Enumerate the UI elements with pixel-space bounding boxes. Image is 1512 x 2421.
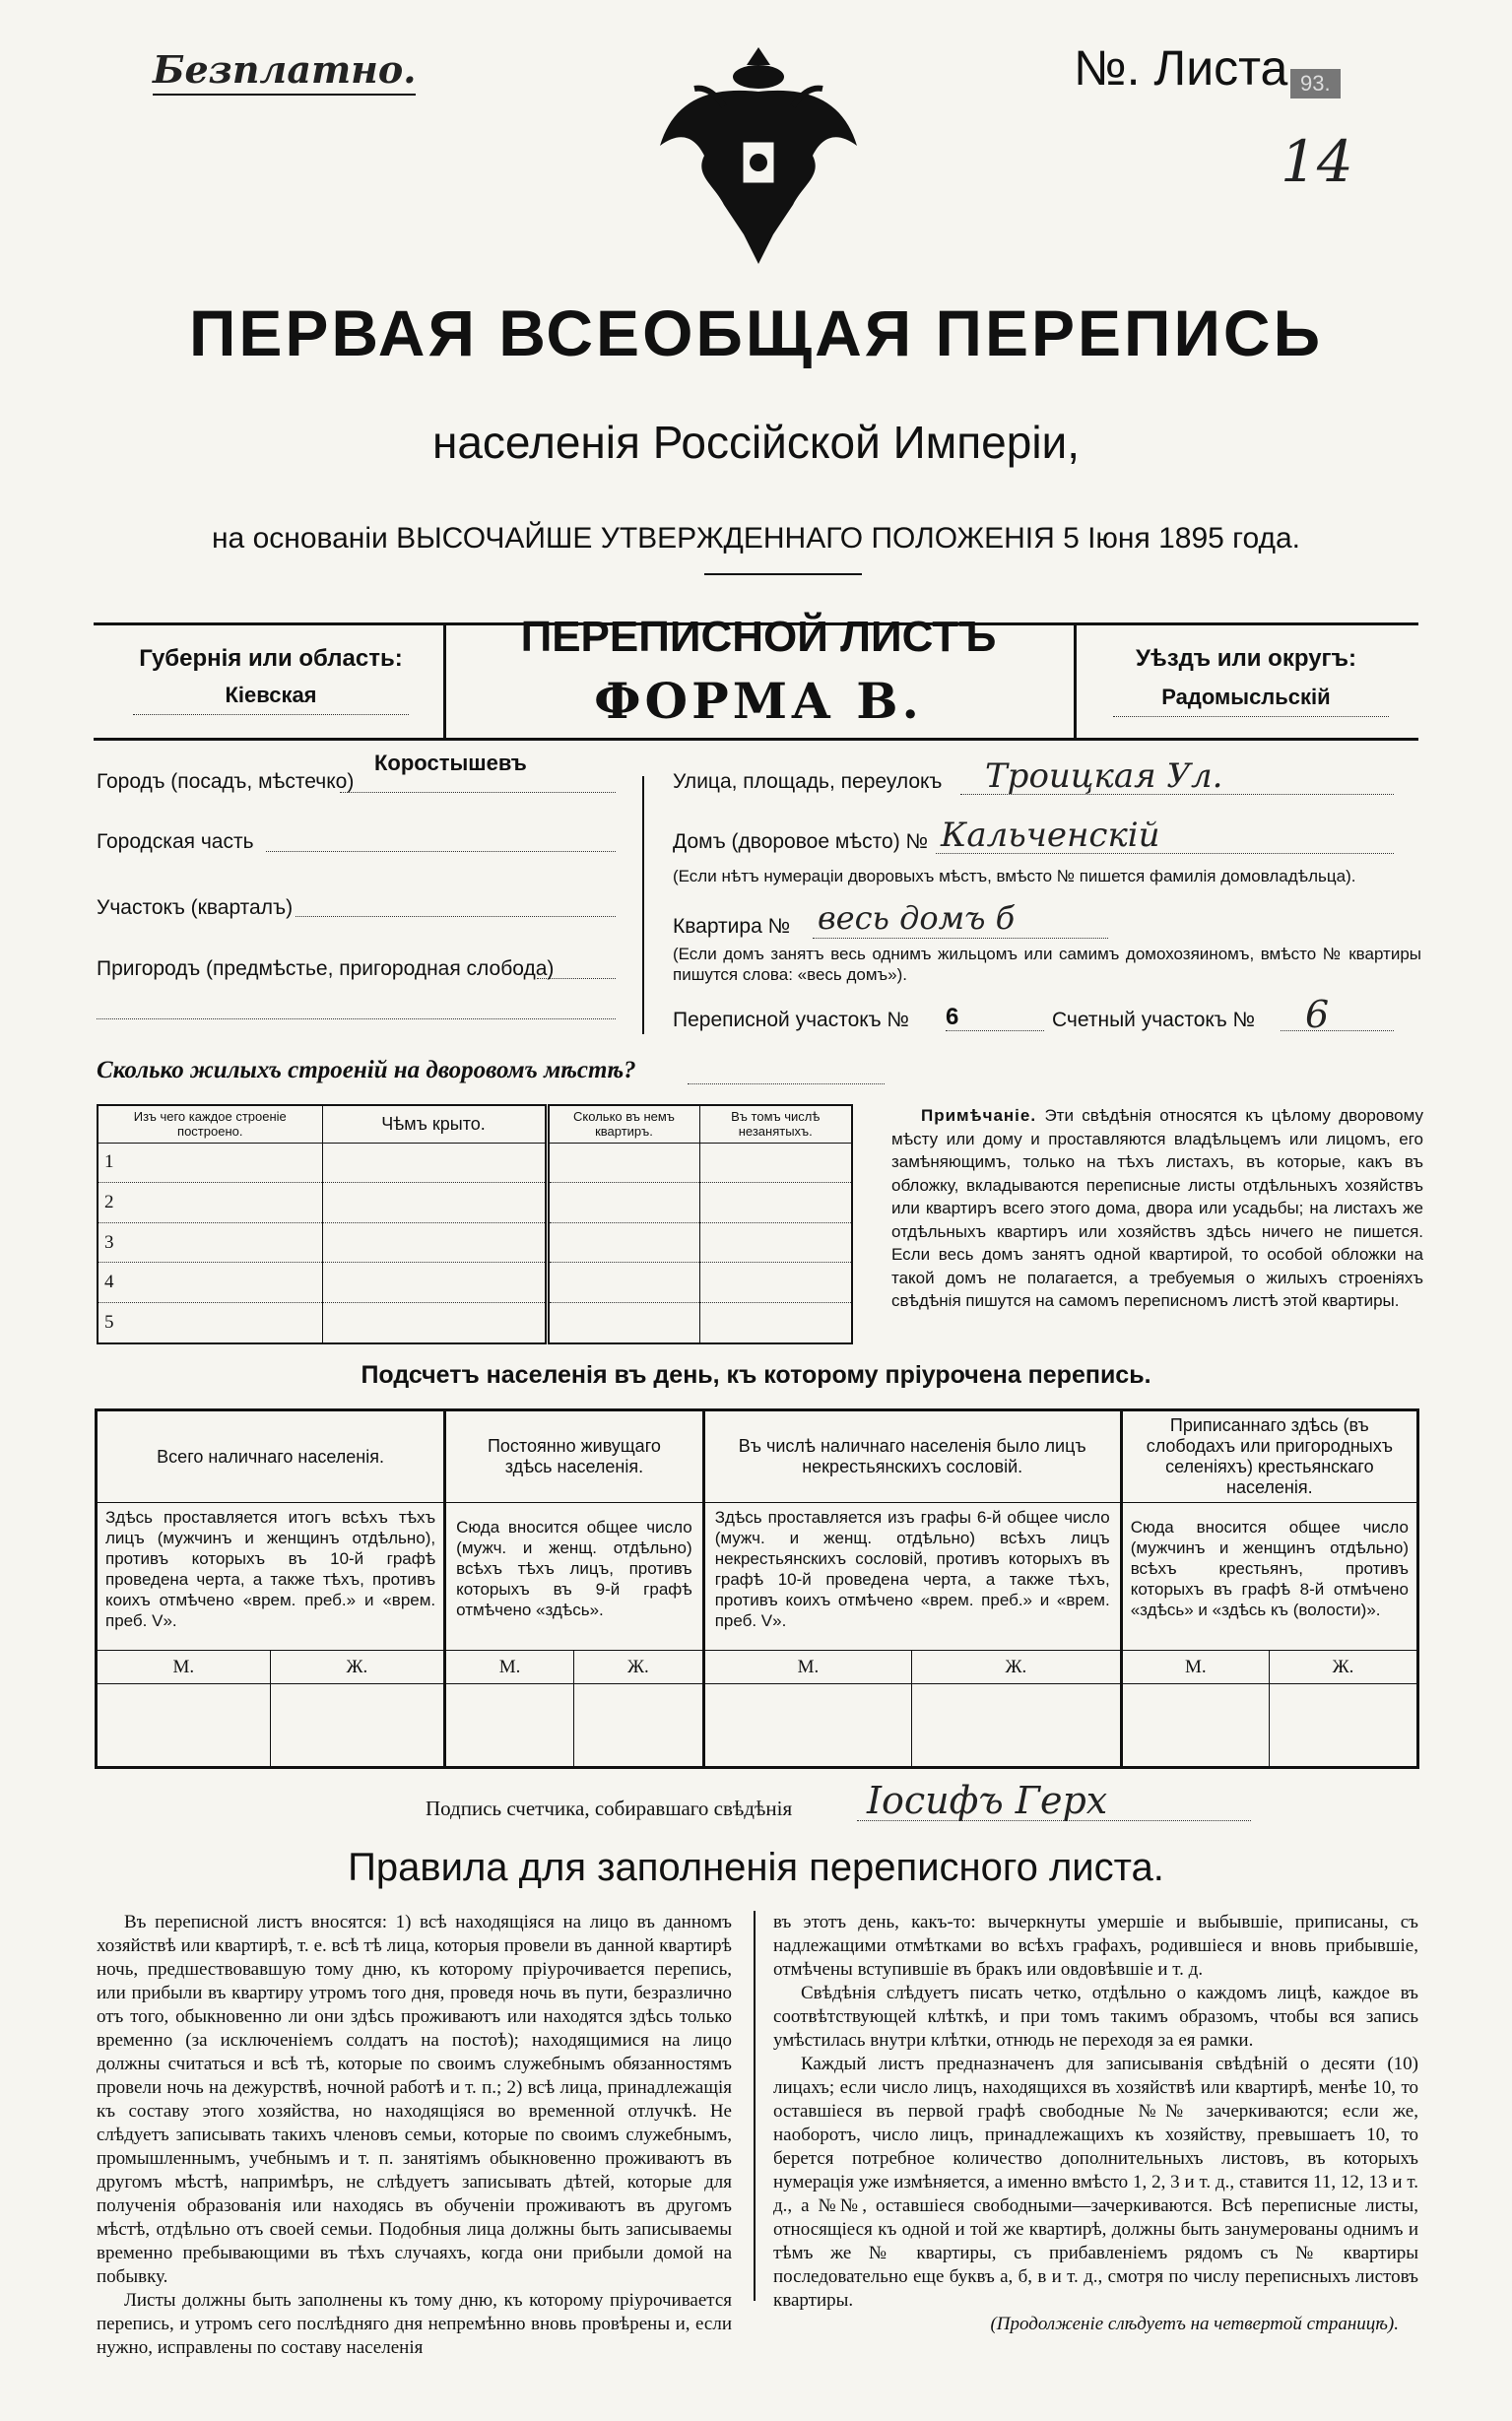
- signature-label: Подпись счетчика, собиравшаго свѣдѣнія: [426, 1797, 793, 1820]
- house-value: Кальченскій: [941, 816, 1160, 855]
- population-total-m[interactable]: [97, 1684, 271, 1768]
- note-heading: Примѣчаніе.: [921, 1106, 1037, 1125]
- table-row: 4: [98, 1263, 852, 1303]
- population-peasant-f[interactable]: [1269, 1684, 1417, 1768]
- free-label: Безплатно.: [153, 47, 416, 96]
- rules-left-column: Въ переписной листъ вносятся: 1) всѣ находящіяся на лицо въ данномъ хозяйствѣ или квартирѣ, т. е. всѣ тѣ лица, которыя провели въ данной квартирѣ ночь, предшествовавшую тому дню, къ которому пріурочивается перепись, или прибыли въ квартиру утромъ того дня, проведя ночь въ пути, безразлично отъ того, обыкновенно ли они здѣсь проживаютъ или находятся здѣсь только временно (за исключеніемъ солдатъ на постоѣ); находящимися на лицо должны считаться и всѣ тѣ, которые по своимъ служебнымъ обязанностямъ провели ночь на дежурствѣ, ночной работѣ и т. п.; 2) всѣ лица, принадлежащія къ составу этого хозяйства, но находящіяся во временной отлучкѣ. Не слѣдуетъ записывать такихъ членовъ семьи, которые по своимъ служебнымъ, промышленнымъ, учебнымъ и т. п. занятіямъ обыкновенно проживаютъ въ другомъ мѣстѣ, напримѣръ, не слѣдуетъ записывать дѣтей, которые для полученія образованія или находясь въ обученіи проживаютъ въ другомъ мѣстѣ, отдѣльно отъ своей семьи. Подобныя лица должны быть записываемы временно пребывающими въ тѣхъ случаяхъ, когда они прибыли домой на побывку. Листы должны быть заполнены къ тому дню, къ которому пріурочивается перепись, и утромъ сего послѣдняго дня непремѣнно вновь провѣрены и, если нужно, исправлены по составу населенія: [97, 1912, 732, 2358]
- rules-title: Правила для заполненія переписного листа.: [348, 1846, 1164, 1889]
- buildings-col-roof: Чѣмъ крыто.: [322, 1105, 547, 1143]
- address-divider: [642, 776, 644, 1034]
- signature-value: Іосифъ Герх: [867, 1779, 1108, 1822]
- table-row: 2: [98, 1183, 852, 1223]
- district-label: Городская часть: [97, 830, 254, 853]
- rules-right-column: въ этотъ день, какъ-то: вычеркнуты умершіе и выбывшіе, приписаны, съ надлежащими отмѣтками во всѣхъ графахъ, родившіеся и вновь прибывшіе, отмѣчены вступившіе въ бракъ или овдовѣвшіе и т. д. Свѣдѣнія слѣдуетъ писать четко, отдѣльно о каждомъ лицѣ, каждое въ соотвѣтствующей клѣткѣ, и при томъ такимъ образомъ, чтобы вся запись умѣстилась внутри клѣтки, отнюдь не переходя за ея рамки. Каждый листъ предназначенъ для записыванія свѣдѣній о десяти (10) лицахъ; если число лицъ, находящихся въ хозяйствѣ или квартирѣ, менѣе 10, то оставшіеся въ первой графѣ свободные №№ зачеркиваются; если же, наоборотъ, число лицъ, принадлежащихъ къ хозяйству, превышаетъ 10, то берется потребное количество дополнительныхъ листовъ, въ которыхъ нумерація уже измѣняется, а именно вмѣсто 1, 2, 3 и т. д., ставится 11, 12, 13 и т. д., а №№, оставшіеся свободными—зачеркиваются. Всѣ переписные листы, относящіеся къ одной и той же квартирѣ, должны быть занумерованы однимъ и тѣмъ же № квартиры, съ прибавленіемъ рядомъ съ № квартиры последовательно еще буквъ а, б, в и т. д., смотря по числу переписныхъ листовъ квартиры. (Продолженіе слѣдуетъ на четвертой страницѣ).: [773, 1912, 1418, 2334]
- population-title: Подсчетъ населенія въ день, къ которому пріурочена перепись.: [361, 1361, 1151, 1389]
- buildings-col-vacant: Въ томъ числѣ незанятыхъ.: [699, 1105, 852, 1143]
- note: [891, 1104, 1423, 1313]
- uezd-value: Радомысльскій: [1161, 685, 1331, 709]
- house-note: (Если нѣтъ нумераціи дворовыхъ мѣстъ, вмѣсто № пишется фамилія домовладѣльца).: [673, 867, 1356, 885]
- form-subtitle: ФОРМА В.: [594, 672, 923, 730]
- note-text: Эти свѣдѣнія относятся къ цѣлому дворовому мѣсту или дому и проставляются владѣльцемъ или лицомъ, его замѣняющимъ, только на тѣхъ листахъ, въ которые, какъ въ обложку, вкладываются переписные листы отдѣльныхъ хозяйствъ или квартиръ всего этого дома, двора или усадьбы; на листахъ же отдѣльныхъ квартиръ или хозяйствъ здѣсь ничего не пишется. Если весь домъ занятъ одной квартирой, то особой обложки на такой домъ не полагается, а требуемыя о жилыхъ строеніяхъ свѣдѣнія пишутся на самомъ переписномъ листѣ этой квартиры.: [891, 1106, 1423, 1310]
- table-row: 3: [98, 1222, 852, 1263]
- house-label: Домъ (дворовое мѣсто) №: [673, 830, 929, 853]
- page-subtitle: населенія Россійской Имперіи,: [431, 417, 1081, 468]
- uezd-label: Уѣздъ или округъ:: [1135, 645, 1357, 672]
- population-col-total: Всего наличнаго населенія.: [97, 1410, 445, 1503]
- census-area-value: 6: [946, 1004, 959, 1030]
- population-nonpeasant-f[interactable]: [912, 1684, 1122, 1768]
- divider: [704, 573, 862, 575]
- census-area-label: Переписной участокъ №: [673, 1009, 909, 1031]
- sheet-number-stamp: 93.: [1290, 69, 1341, 98]
- population-col-peasant: Приписаннаго здѣсь (въ слободахъ или пригородныхъ селеніяхъ) крестьянскаго населенія.: [1121, 1410, 1417, 1503]
- buildings-question: Сколько жилыхъ строеній на дворовомъ мѣстѣ?: [97, 1057, 636, 1083]
- population-nonpeasant-m[interactable]: [703, 1684, 911, 1768]
- gubernia-value: Кіевская: [225, 683, 317, 707]
- apartment-label: Квартира №: [673, 915, 791, 938]
- precinct-label: Участокъ (кварталъ): [97, 896, 294, 919]
- sheet-number-label: №. Листа: [1074, 40, 1288, 96]
- street-label: Улица, площадь, переулокъ: [673, 770, 943, 793]
- district-field: [266, 851, 616, 852]
- suburb-label: Пригородъ (предмѣстье, пригородная слобода): [97, 957, 555, 980]
- form-title: ПЕРЕПИСНОЙ ЛИСТЪ: [520, 613, 997, 661]
- sheet-number-handwritten: 14: [1281, 128, 1353, 195]
- buildings-table: [97, 1104, 853, 1344]
- gubernia-label: Губернія или область:: [139, 645, 403, 672]
- buildings-col-material: Изъ чего каждое строеніе построено.: [98, 1105, 322, 1143]
- imperial-eagle-emblem: [655, 37, 862, 274]
- population-permanent-m[interactable]: [445, 1684, 574, 1768]
- population-col-nonpeasant: Въ числѣ наличнаго населенія было лицъ некрестьянскихъ сословій.: [703, 1410, 1121, 1503]
- city-label: Городъ (посадъ, мѣстечко): [97, 770, 355, 793]
- precinct-field: [296, 916, 616, 917]
- count-area-label: Счетный участокъ №: [1052, 1009, 1256, 1031]
- apartment-value: весь домъ б: [818, 899, 1016, 937]
- table-row: 1: [98, 1143, 852, 1183]
- legal-basis: на основаніи ВЫСОЧАЙШЕ УТВЕРЖДЕННАГО ПОЛОЖЕНІЯ 5 Іюня 1895 года.: [211, 522, 1300, 555]
- population-permanent-f[interactable]: [574, 1684, 704, 1768]
- table-row: 5: [98, 1302, 852, 1343]
- population-total-f[interactable]: [270, 1684, 445, 1768]
- population-col-permanent: Постоянно живущаго здѣсь населенія.: [445, 1410, 704, 1503]
- street-value: Троицкая Ул.: [985, 756, 1223, 796]
- apartment-note: (Если домъ занятъ весь однимъ жильцомъ или самимъ домохозяиномъ, вмѣсто № квартиры пишутся слова: «весь домъ»).: [673, 945, 1421, 984]
- buildings-col-apartments: Сколько въ немъ квартиръ.: [547, 1105, 699, 1143]
- suburb-field: [97, 1018, 616, 1019]
- rules-divider: [754, 1911, 756, 2301]
- count-area-value: 6: [1305, 993, 1330, 1036]
- population-table: Всего наличнаго населенія. Постоянно живущаго здѣсь населенія. Въ числѣ наличнаго населенія было лицъ некрестьянскихъ сословій. Приписаннаго здѣсь (въ слободахъ или пригородныхъ селеніяхъ) крестьянскаго населенія. Здѣсь проставляется итогъ всѣхъ тѣхъ лицъ (мужчинъ и женщинъ отдѣльно), противъ которыхъ въ 10-й графѣ проведена черта, а также тѣхъ, противъ коихъ отмѣчено «врем. преб.» и «врем. преб. V». Сюда вносится общее число (мужч. и женщ. отдѣльно) всѣхъ тѣхъ лицъ, противъ которыхъ въ 9-й графѣ отмѣчено «здѣсь». Здѣсь проставляется изъ графы 6-й общее число (мужч. и женщ. отдѣльно) всѣхъ лицъ некрестьянскихъ сословій, противъ которыхъ въ графѣ 10-й проведена черта, а также тѣхъ, противъ коихъ отмѣчено «врем. преб.» и «врем. преб. V». Сюда вносится общее число (мужчинъ и женщинъ отдѣльно) всѣхъ крестьянъ, противъ которыхъ въ графѣ 8-й отмѣчено «здѣсь» и «здѣсь къ (волости)». М. Ж. М. Ж. М. Ж. М. Ж.: [95, 1408, 1419, 1769]
- page-title: ПЕРВАЯ ВСЕОБЩАЯ ПЕРЕПИСЬ: [188, 296, 1324, 369]
- population-peasant-m[interactable]: [1121, 1684, 1269, 1768]
- city-value: Коростышевъ: [374, 751, 527, 775]
